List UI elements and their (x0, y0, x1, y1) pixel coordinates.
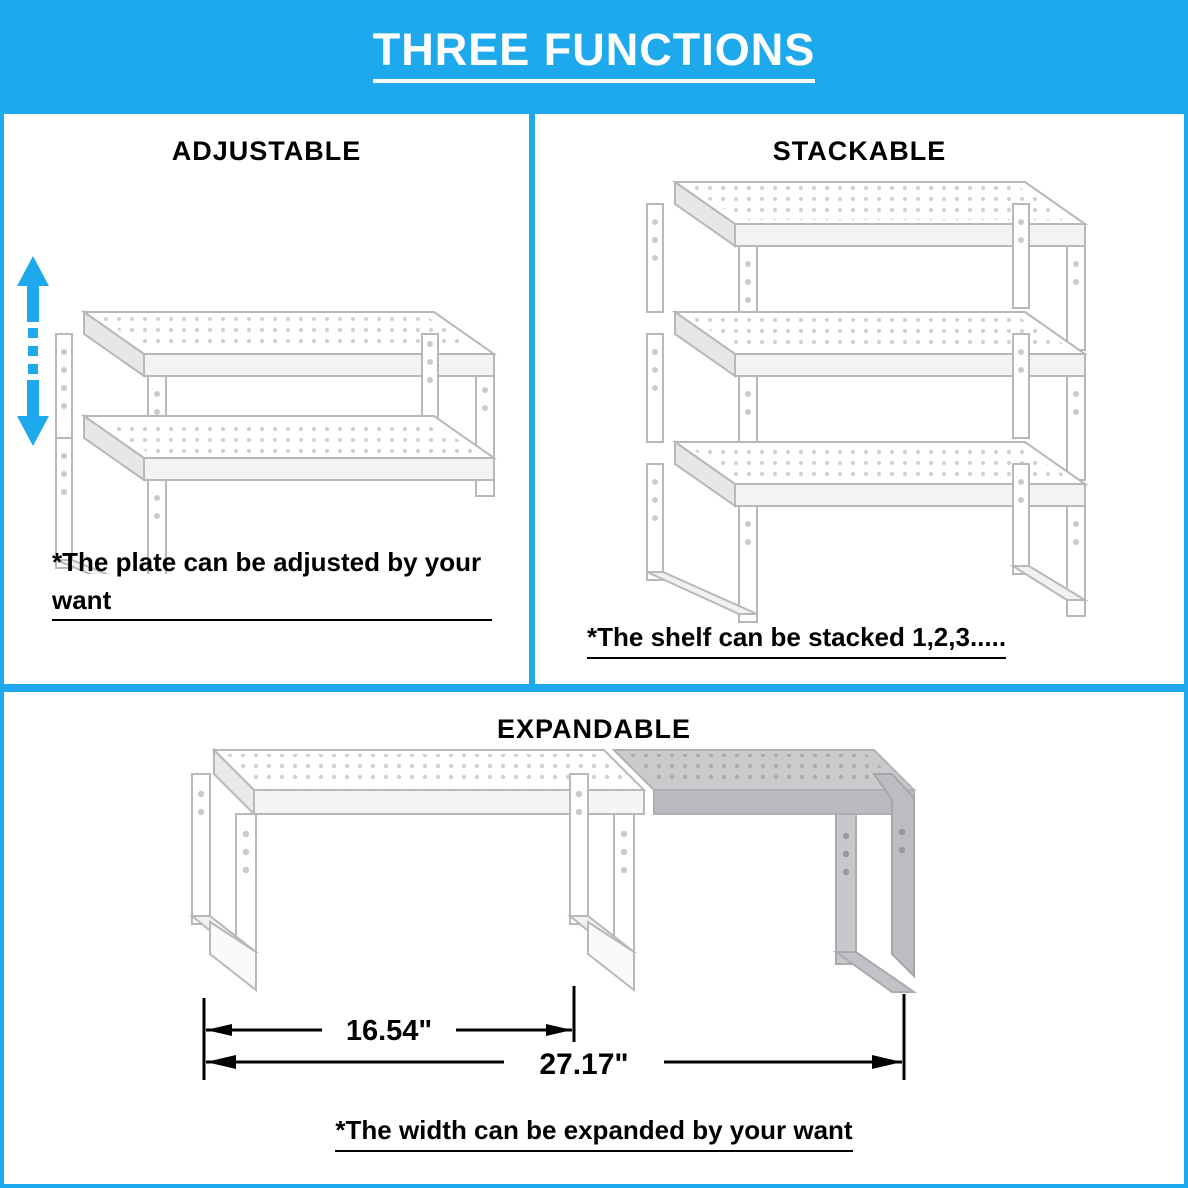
svg-text:16.54": 16.54" (345, 1015, 433, 1047)
page-title: THREE FUNCTIONS (373, 26, 816, 83)
caption-expandable: *The width can be expanded by your want (4, 1112, 1184, 1152)
panel-expandable (4, 692, 1184, 1184)
panel-title-stackable: STACKABLE (772, 136, 947, 166)
panel-title-expandable: EXPANDABLE (496, 714, 692, 744)
caption-adjustable: *The plate can be adjusted by your want (52, 544, 492, 621)
panel-stackable (535, 114, 1184, 684)
panel-adjustable (4, 114, 529, 684)
header-banner (0, 0, 1188, 108)
panel-title-adjustable: ADJUSTABLE (171, 136, 362, 166)
caption-stackable: *The shelf can be stacked 1,2,3..... (587, 619, 1167, 659)
illustration-adjustable-shelf (24, 194, 524, 554)
svg-text:27.17": 27.17" (539, 1048, 629, 1081)
illustration-stackable-shelves (615, 162, 1175, 632)
illustration-expandable-shelf (174, 740, 1014, 1110)
